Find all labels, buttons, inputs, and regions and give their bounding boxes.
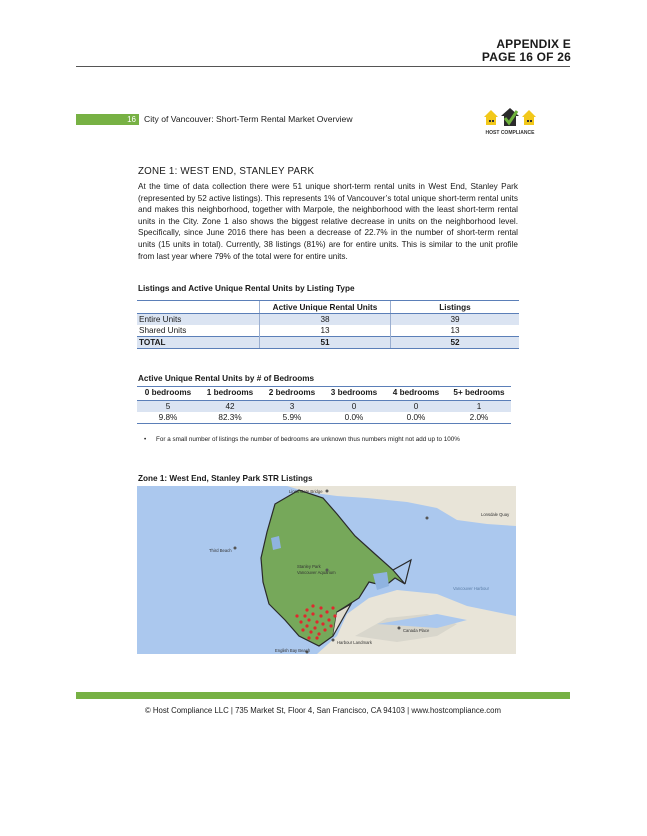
table-row — [137, 401, 511, 413]
table-header-cell: 2 bedrooms — [261, 387, 323, 401]
count-cell: 1 — [447, 401, 511, 413]
report-title: City of Vancouver: Short-Term Rental Market Overview — [144, 114, 353, 124]
count-cell: 0 — [323, 401, 385, 413]
page-of-label: PAGE 16 OF 26 — [481, 50, 571, 64]
percent-cell: 82.3% — [199, 412, 261, 424]
bedrooms-table — [137, 386, 511, 424]
table-header-cell: 0 bedrooms — [137, 387, 199, 401]
table-note — [144, 436, 510, 445]
table-row-total — [137, 337, 519, 349]
count-cell: 5 — [137, 401, 199, 413]
units-cell: 13 — [260, 325, 391, 337]
map-label-third-beach: Third Beach — [209, 548, 232, 553]
percent-cell: 9.8% — [137, 412, 199, 424]
map-label-canada-place: Canada Place — [403, 628, 430, 633]
section-paragraph: At the time of data collection there were 51 unique short-term rental units in West End, Stanley Park (represented by 52 active listings). This represents 1% of Vancouver’s total unique short-term rental units and makes this neighborhood, together with Marpole, the neighborhood with the least short-term rental units in the City. Zone 1 also shows the biggest relative decrease in units on the neighborhood level. Specifically, since June 2016 there has been a decrease of 22.7% in the number of short-term rental units (15 units in total). Currently, 38 listings (81%) are for entire units. This is similar to the unit profile from last year where 79% of the total were for entire units. — [138, 182, 518, 261]
table-header-row — [137, 301, 519, 314]
logo-text: HOST COMPLIANCE — [485, 130, 535, 136]
bullet-icon: • — [144, 436, 147, 443]
appendix-label: APPENDIX E — [496, 37, 571, 51]
map-caption: Zone 1: West End, Stanley Park STR Listings — [138, 474, 313, 483]
count-cell: 3 — [261, 401, 323, 413]
footer-bar — [76, 692, 570, 699]
listing-type-table — [137, 300, 519, 349]
units-cell: 38 — [260, 314, 391, 326]
percent-cell: 5.9% — [261, 412, 323, 424]
percent-cell: 0.0% — [385, 412, 447, 424]
row-label: Shared Units — [139, 326, 187, 335]
appendix-header — [482, 38, 571, 64]
count-cell: 0 — [385, 401, 447, 413]
table-header-cell: 4 bedrooms — [385, 387, 447, 401]
table-row — [137, 325, 519, 337]
map-label-harbour: Vancouver Harbour — [453, 586, 490, 591]
map-label-stanley-park: Stanley Park — [297, 564, 321, 569]
table-header-cell: Active Unique Rental Units — [260, 301, 391, 314]
table-header-cell: 5+ bedrooms — [447, 387, 511, 401]
row-label: Entire Units — [137, 314, 260, 326]
units-cell: 51 — [260, 337, 391, 349]
host-compliance-logo — [478, 106, 542, 136]
percent-cell: 2.0% — [447, 412, 511, 424]
table-header-cell: Listings — [391, 301, 520, 314]
map-label-english-bay: English Bay Beach — [275, 648, 311, 653]
map-label-bridge: Lions Gate Bridge — [289, 489, 323, 494]
table-row — [137, 412, 511, 424]
table-header-cell: 3 bedrooms — [323, 387, 385, 401]
table-header-cell: 1 bedrooms — [199, 387, 261, 401]
row-label: TOTAL — [137, 337, 260, 349]
percent-cell: 0.0% — [323, 412, 385, 424]
listings-cell: 52 — [391, 337, 520, 349]
map-label-landmark: Harbour Landmark — [337, 640, 372, 645]
map-graphic — [137, 486, 516, 654]
header-rule — [76, 66, 570, 67]
map-label-aquarium: Vancouver Aquarium — [297, 570, 336, 575]
table1-caption: Listings and Active Unique Rental Units by Listing Type — [138, 284, 355, 293]
listings-cell: 39 — [391, 314, 520, 326]
table2-caption: Active Unique Rental Units by # of Bedrooms — [138, 374, 315, 383]
map-label-lonsdale: Lonsdale Quay — [481, 512, 510, 517]
table-header-cell — [137, 301, 260, 314]
table-header-row — [137, 387, 511, 401]
str-listings-map[interactable] — [137, 486, 516, 654]
listings-cell: 13 — [391, 325, 520, 337]
count-cell: 42 — [199, 401, 261, 413]
table-row — [137, 314, 519, 326]
note-text: For a small number of listings the number of bedrooms are unknown thus numbers might not add up to 100% — [156, 436, 460, 443]
houses-icon — [478, 106, 542, 128]
section-title: ZONE 1: WEST END, STANLEY PARK — [138, 166, 315, 177]
footer-text: © Host Compliance LLC | 735 Market St, Floor 4, San Francisco, CA 94103 | www.hostcompliance.com — [144, 706, 502, 715]
page-number: 16 — [76, 114, 139, 125]
